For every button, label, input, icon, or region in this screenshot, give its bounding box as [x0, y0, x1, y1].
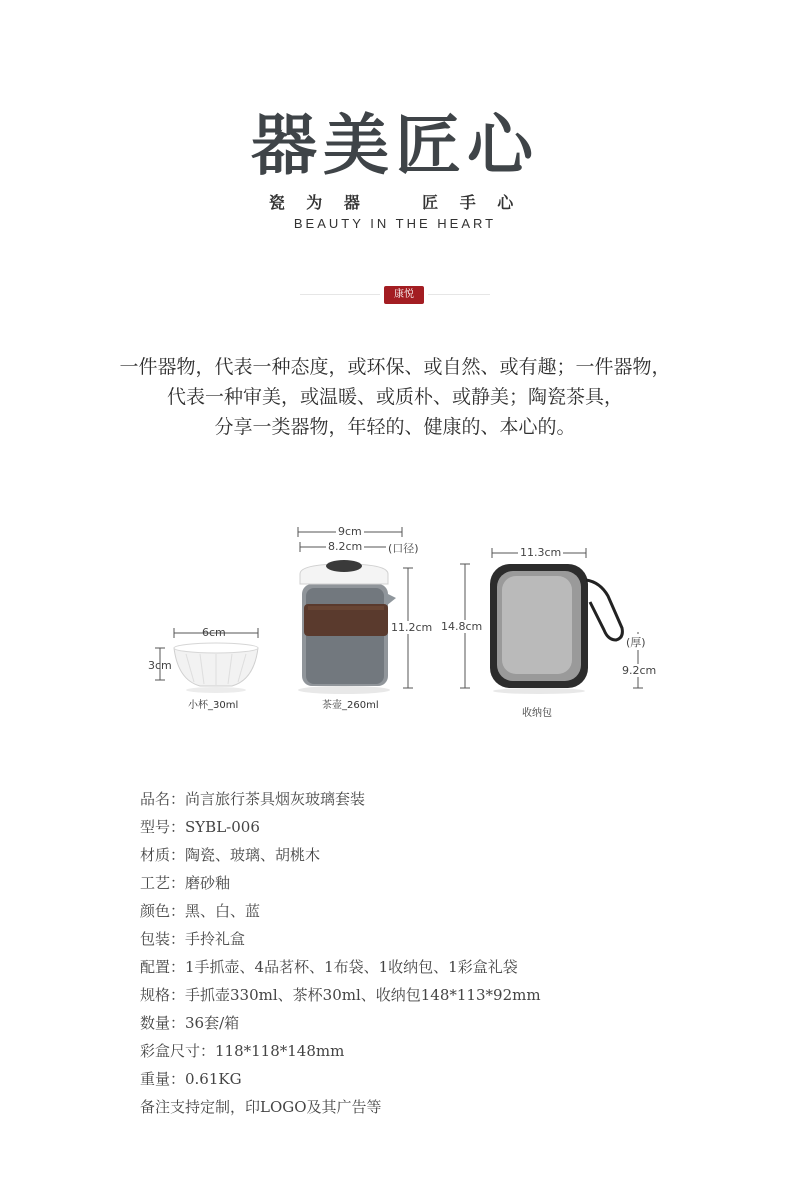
intro-paragraph: [0, 352, 790, 442]
bag-width-label: 11.3cm: [520, 546, 562, 559]
product-dimension-diagram: [130, 520, 660, 720]
pot-mouth-note: (口径): [388, 542, 419, 555]
divider-line-right: [428, 294, 490, 295]
spec-material: 材质：陶瓷、玻璃、胡桃木: [140, 846, 321, 864]
spec-weight: 重量：0.61KG: [140, 1070, 242, 1088]
cup-height-label: 3cm: [148, 659, 172, 672]
spec-dimensions: 规格：手抓壶330ml、茶杯30ml、收纳包148*113*92mm: [140, 986, 541, 1004]
cup-illustration: [174, 643, 258, 693]
intro-line: 代表一种审美，或温暖、或质朴、或静美；陶瓷茶具，: [166, 386, 623, 408]
intro-line: 一件器物，代表一种态度，或环保、或自然、或有趣；一件器物，: [119, 356, 671, 378]
pot-width-label: 9cm: [338, 525, 362, 538]
subtitle-english: BEAUTY IN THE HEART: [293, 216, 497, 231]
spec-color: 颜色：黑、白、蓝: [140, 902, 261, 920]
spec-remarks: 备注支持定制，印LOGO及其广告等: [140, 1098, 382, 1116]
spec-craft: 工艺：磨砂釉: [140, 874, 231, 892]
seal-stamp: 康悦: [384, 286, 424, 304]
spec-packaging: 包装：手拎礼盒: [140, 930, 246, 948]
bag-caption: 收纳包: [522, 708, 552, 719]
cup-caption: 小杯_30ml: [188, 700, 239, 711]
spec-box-size: 彩盒尺寸：118*118*148mm: [140, 1042, 345, 1060]
pot-caption: 茶壶_260ml: [322, 700, 379, 711]
spec-model: 型号：SYBL-006: [140, 818, 260, 836]
teapot-illustration: [298, 560, 396, 694]
spec-quantity: 数量：36套/箱: [140, 1014, 240, 1032]
cup-width-label: 6cm: [202, 626, 226, 639]
pot-mouth-label: 8.2cm: [328, 540, 363, 553]
divider-line-left: [300, 294, 380, 295]
storage-bag-illustration: [490, 564, 622, 694]
bag-thickness-label: 9.2cm: [622, 664, 657, 677]
spec-name: 品名：尚言旅行茶具烟灰玻璃套装: [140, 790, 366, 808]
pot-height-label: 11.2cm: [391, 621, 433, 634]
spec-configuration: 配置：1手抓壶、4品茗杯、1布袋、1收纳包、1彩盒礼袋: [140, 958, 518, 976]
bag-thickness-caption: (厚): [626, 636, 646, 649]
main-title: 器美匠心: [251, 107, 539, 184]
bag-height-label: 14.8cm: [441, 620, 483, 633]
seal-divider: [300, 286, 490, 308]
product-specs: [140, 785, 541, 1121]
intro-line: 分享一类器物，年轻的、健康的、本心的。: [214, 416, 576, 438]
subtitle-chinese: 瓷 为 器 匠 手 心: [268, 193, 522, 212]
